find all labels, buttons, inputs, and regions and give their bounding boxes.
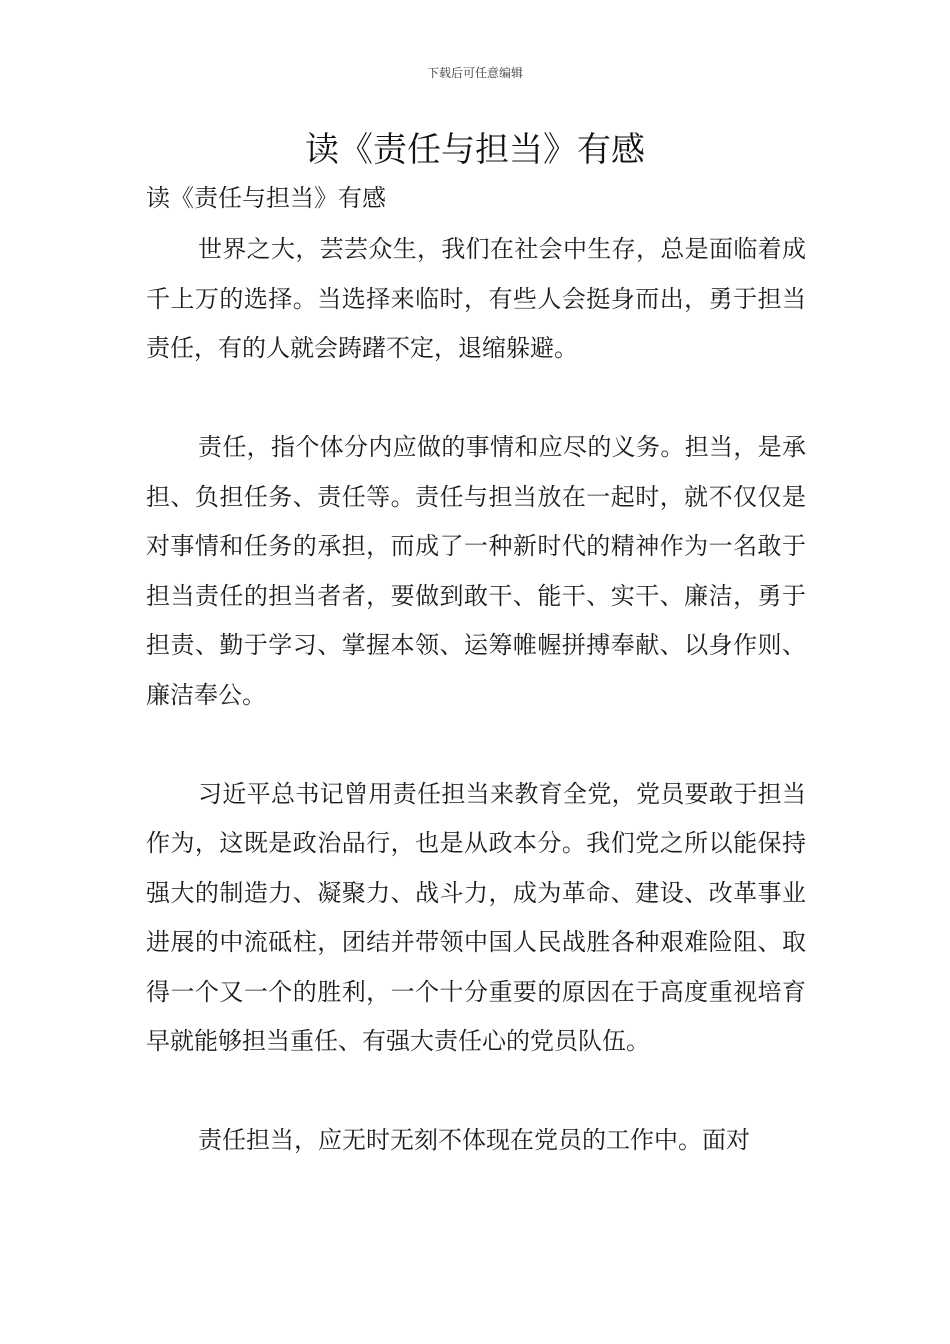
- paragraph-4: 责任担当，应无时无刻不体现在党员的工作中。面对: [198, 1126, 750, 1154]
- paragraph-1: 世界之大，芸芸众生，我们在社会中生存，总是面临着成千上万的选择。当选择来临时，有些人会挺身而出，勇于担当责任，有的人就会踌躇不定，退缩躲避。: [146, 235, 806, 362]
- paragraph-2: 责任，指个体分内应做的事情和应尽的义务。担当，是承担、负担任务、责任等。责任与担当放在一起时，就不仅仅是对事情和任务的承担，而成了一种新时代的精神作为一名敢于担当责任的担当者者，要做到敢干、能干、实干、廉洁，勇于担责、勤于学习、掌握本领、运筹帷幄拼搏奉献、以身作则、廉洁奉公。: [146, 433, 806, 709]
- document-subtitle: 读《责任与担当》有感: [146, 184, 386, 212]
- document-title: 读《责任与担当》有感: [305, 130, 645, 170]
- paragraph-3: 习近平总书记曾用责任担当来教育全党，党员要敢于担当作为，这既是政治品行，也是从政本分。我们党之所以能保持强大的制造力、凝聚力、战斗力，成为革命、建设、改革事业进展的中流砥柱，团结并带领中国人民战胜各种艰难险阻、取得一个又一个的胜利，一个十分重要的原因在于高度重视培育早就能够担当重任、有强大责任心的党员队伍。: [146, 779, 806, 1055]
- page-header-note: 下载后可任意编辑: [426, 66, 523, 80]
- document-body: [146, 225, 806, 1166]
